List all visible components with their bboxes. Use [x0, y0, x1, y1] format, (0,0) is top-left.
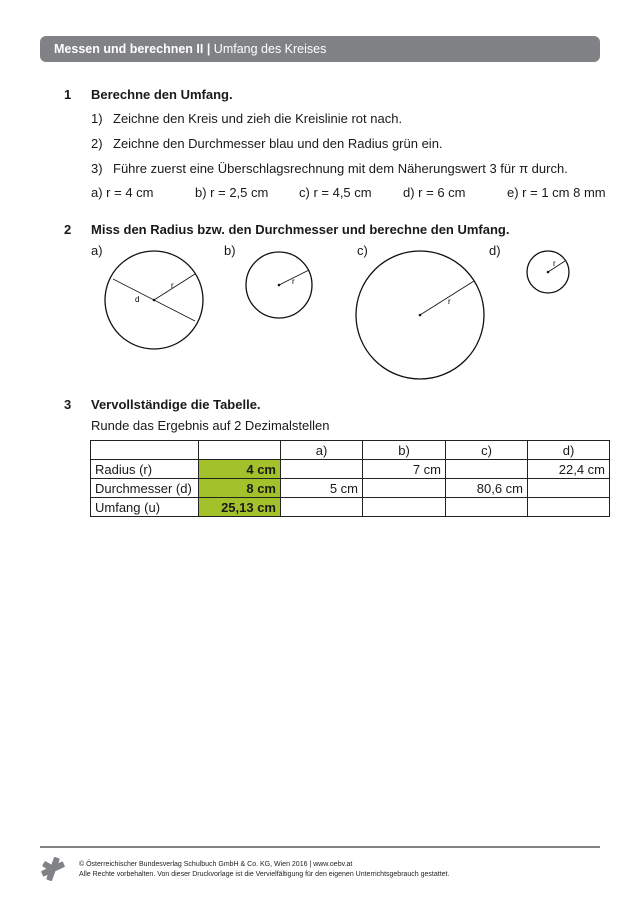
task1-item-e: e) r = 1 cm 8 mm [507, 185, 606, 200]
circle-label-b: b) [224, 243, 236, 258]
table-header-cell [199, 441, 281, 460]
row-label: Radius (r) [91, 460, 199, 479]
circle-d-center [547, 271, 550, 274]
circle-a [105, 251, 203, 349]
table-cell [528, 479, 610, 498]
step-text: Zeichne den Kreis und zieh die Kreislinie rot nach. [113, 111, 403, 126]
circle-b [246, 252, 312, 318]
table-cell [281, 460, 363, 479]
footer-divider [40, 846, 600, 848]
step-text: Führe zuerst eine Überschlagsrechnung mit dem Näherungswert 3 für π durch. [113, 161, 568, 176]
circle-a-radius [154, 274, 195, 300]
table-row-radius [91, 460, 610, 479]
publisher-logo-icon [40, 856, 66, 882]
task1-title: Berechne den Umfang. [91, 87, 233, 102]
task3-number: 3 [64, 397, 72, 412]
table-cell: 7 cm [363, 460, 446, 479]
header-title-bold: Messen und berechnen II | [54, 42, 211, 56]
table-header-cell: c) [446, 441, 528, 460]
value-table [90, 440, 610, 517]
example-cell: 8 cm [199, 479, 281, 498]
table-row-circumference [91, 498, 610, 517]
step-text: Zeichne den Durchmesser blau und den Radius grün ein. [113, 136, 443, 151]
table-cell: 80,6 cm [446, 479, 528, 498]
example-cell: 25,13 cm [199, 498, 281, 517]
footer-line-2: Alle Rechte vorbehalten. Von dieser Druckvorlage ist die Vervielfältigung für den eigenen Unterrichtsgebrauch gestattet. [79, 870, 450, 878]
task1-item-a: a) r = 4 cm [91, 185, 154, 200]
step-number: 2) [91, 136, 103, 151]
step-number: 3) [91, 161, 103, 176]
row-label: Durchmesser (d) [91, 479, 199, 498]
task2-number: 2 [64, 222, 72, 237]
table-row-diameter [91, 479, 610, 498]
circle-label-d: d) [489, 243, 501, 258]
circle-a-diameter-label: d [135, 295, 140, 304]
table-header-row [91, 441, 610, 460]
circle-b-radius-label: r [292, 277, 295, 286]
task1-item-d: d) r = 6 cm [403, 185, 466, 200]
circle-label-a: a) [91, 243, 103, 258]
circle-a-radius-label: r [171, 281, 174, 290]
header-title-rest: Umfang des Kreises [213, 42, 327, 56]
circle-d-radius [548, 261, 565, 272]
footer-line-1: © Österreichischer Bundesverlag Schulbuch GmbH & Co. KG, Wien 2016 | www.oebv.at [79, 861, 353, 868]
table-cell [528, 498, 610, 517]
table-header-cell: d) [528, 441, 610, 460]
task3-subtitle: Runde das Ergebnis auf 2 Dezimalstellen [91, 418, 330, 433]
footer-copyright [79, 860, 449, 879]
task3-title: Vervollständige die Tabelle. [91, 397, 261, 412]
circle-label-c: c) [357, 243, 368, 258]
table-cell: 5 cm [281, 479, 363, 498]
task1-item-c: c) r = 4,5 cm [299, 185, 372, 200]
table-cell [281, 498, 363, 517]
example-cell: 4 cm [199, 460, 281, 479]
circle-a-center [153, 299, 156, 302]
circle-d [527, 251, 569, 293]
table-cell [363, 498, 446, 517]
table-cell [446, 498, 528, 517]
circle-c-center [419, 314, 422, 317]
table-header-cell: a) [281, 441, 363, 460]
row-label: Umfang (u) [91, 498, 199, 517]
task1-number: 1 [64, 87, 72, 102]
circle-c [356, 251, 484, 379]
task1-item-b: b) r = 2,5 cm [195, 185, 269, 200]
table-cell [363, 479, 446, 498]
table-cell [446, 460, 528, 479]
table-header-cell [91, 441, 199, 460]
circle-b-center [278, 284, 281, 287]
table-cell: 22,4 cm [528, 460, 610, 479]
circle-c-radius-label: r [448, 297, 451, 306]
circle-c-radius [420, 281, 474, 315]
step-number: 1) [91, 111, 103, 126]
task2-title: Miss den Radius bzw. den Durchmesser und berechne den Umfang. [91, 222, 510, 237]
table-header-cell: b) [363, 441, 446, 460]
circle-figures [0, 0, 640, 400]
circle-d-radius-label: r [553, 259, 556, 268]
